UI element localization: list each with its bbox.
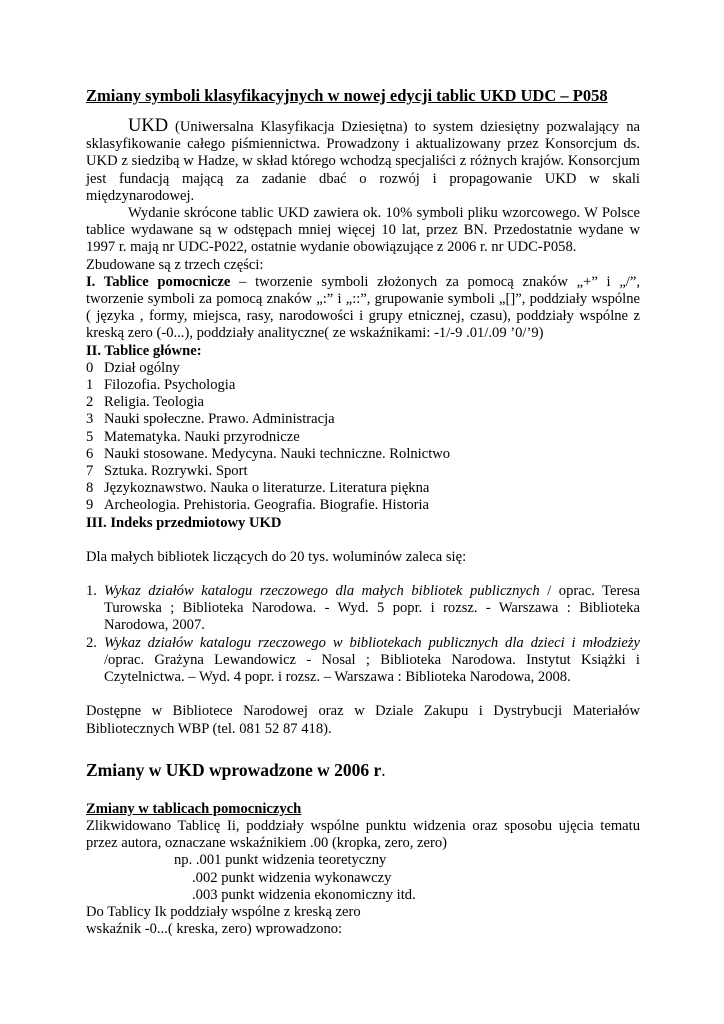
class-item — [86, 463, 640, 480]
subsection-heading: Zmiany w tablicach pomocniczych — [86, 800, 302, 817]
bibliography-details: / oprac. Teresa Turowska ; Biblioteka Narodowa. - Wyd. 5 popr. i rozsz. - Warszawa : Biblioteka Narodowa, 2007. — [104, 583, 640, 634]
intro-paragraph — [86, 118, 640, 205]
class-item — [86, 480, 640, 497]
class-label: Matematyka. Nauki przyrodnicze — [104, 428, 300, 445]
class-number: 2 — [86, 394, 94, 411]
class-label: Językoznawstwo. Nauka o literaturze. Literatura piękna — [104, 480, 430, 497]
class-number: 9 — [86, 497, 94, 514]
example-line: .003 punkt widzenia ekonomiczny itd. — [192, 886, 416, 903]
section-heading-dot: . — [381, 759, 386, 780]
class-label: Dział ogólny — [104, 359, 180, 376]
class-number: 5 — [86, 428, 94, 445]
edition-paragraph: Wydanie skrócone tablic UKD zawiera ok. 10% symboli pliku wzorcowego. W Polsce tablice wydawane są w odstępach mniej więcej 10 lat, przez BN. Przedostatnie wydane w 1997 r. mają nr UDC-P022, ostatnie wydanie obowiązujące z 2006 r. nr UDC-P058. — [86, 205, 640, 256]
example-line: np. .001 punkt widzenia teoretyczny — [174, 852, 387, 869]
class-list — [86, 360, 640, 515]
class-number: 6 — [86, 445, 94, 462]
class-number: 3 — [86, 411, 94, 428]
class-label: Filozofia. Psychologia — [104, 377, 236, 394]
class-item — [86, 360, 640, 377]
ukd-acronym: UKD — [128, 116, 169, 136]
part1-label: I. Tablice pomocnicze — [86, 273, 231, 290]
part3-label: III. Indeks przedmiotowy UKD — [86, 514, 282, 531]
part1-text: – tworzenie symboli złożonych za pomocą znaków „+” i „/”, tworzenie symboli za pomocą znaków „:” i „::”, grupowanie symboli „[]”, poddziały wspólne ( języka , formy, miejsca, rasy, narodowości i grupy etnicznej, czasu), poddziały wspólne z kreską zero (-0...), poddziały analityczne( ze wskaźnikami: -1/-9 .01/.09 ’0/’9) — [86, 273, 640, 342]
parts-intro: Zbudowane są z trzech części: — [86, 256, 264, 273]
part1-paragraph — [86, 274, 640, 343]
class-number: 7 — [86, 463, 94, 480]
bibliography-item — [86, 583, 640, 635]
class-item — [86, 377, 640, 394]
part2-label: II. Tablice główne: — [86, 342, 202, 359]
class-item — [86, 429, 640, 446]
change-text: wskaźnik -0...( kreska, zero) wprowadzono: — [86, 921, 343, 938]
class-label: Religia. Teologia — [104, 394, 205, 411]
class-number: 8 — [86, 480, 94, 497]
example-line: .002 punkt widzenia wykonawczy — [192, 869, 392, 886]
bibliography-number: 1. — [86, 583, 97, 600]
bibliography-number: 2. — [86, 634, 97, 651]
availability-text: Dostępne w Bibliotece Narodowej oraz w Dziale Zakupu i Dystrybucji Materiałów Bibliotecznych WBP (tel. 081 52 87 418). — [86, 703, 640, 737]
recommend-text: Dla małych bibliotek liczących do 20 tys. woluminów zaleca się: — [86, 548, 467, 565]
bibliography-details: /oprac. Grażyna Lewandowicz - Nosal ; Biblioteka Narodowa. Instytut Książki i Czytelnictwa. – Wyd. 4 popr. i rozsz. – Warszawa : Biblioteka Narodowa, 2008. — [104, 651, 640, 686]
class-item — [86, 497, 640, 514]
document-title: Zmiany symboli klasyfikacyjnych w nowej edycji tablic UKD UDC – P058 — [86, 86, 608, 105]
document-page — [86, 86, 640, 938]
change-text: Do Tablicy Ik poddziały wspólne z kreską zero — [86, 903, 361, 920]
bibliography-title: Wykaz działów katalogu rzeczowego w bibliotekach publicznych dla dzieci i młodzieży — [104, 634, 640, 651]
class-number: 0 — [86, 359, 94, 376]
class-number: 1 — [86, 377, 94, 394]
class-label: Nauki społeczne. Prawo. Administracja — [104, 411, 335, 428]
section-heading — [86, 760, 640, 781]
bibliography-item — [86, 635, 640, 687]
change-paragraph: Zlikwidowano Tablicę Ii, poddziały wspólne punktu widzenia oraz sposobu ujęcia tematu przez autora, oznaczane wskaźnikiem .00 (kropka, zero, zero) — [86, 817, 640, 852]
bibliography-title: Wykaz działów katalogu rzeczowego dla małych bibliotek publicznych — [104, 583, 540, 600]
section-heading-text: Zmiany w UKD wprowadzone w 2006 r — [86, 759, 382, 780]
class-label: Archeologia. Prehistoria. Geografia. Biografie. Historia — [104, 497, 430, 514]
class-label: Sztuka. Rozrywki. Sport — [104, 463, 248, 480]
intro-text: (Uniwersalna Klasyfikacja Dziesiętna) to system dziesiętny pozwalający na sklasyfikowanie całego piśmiennictwa. Prowadzony i aktualizowany przez Konsorcjum ds. UKD z siedzibą w Hadze, w skład którego wchodzą specjaliści z różnych krajów. Konsorcjum jest fundacją mającą za zadanie dbać o rozwój i propagowanie UKD w skali międzynarodowej. — [86, 119, 640, 204]
class-label: Nauki stosowane. Medycyna. Nauki techniczne. Rolnictwo — [104, 445, 451, 462]
class-item — [86, 411, 640, 428]
class-item — [86, 446, 640, 463]
class-item — [86, 394, 640, 411]
